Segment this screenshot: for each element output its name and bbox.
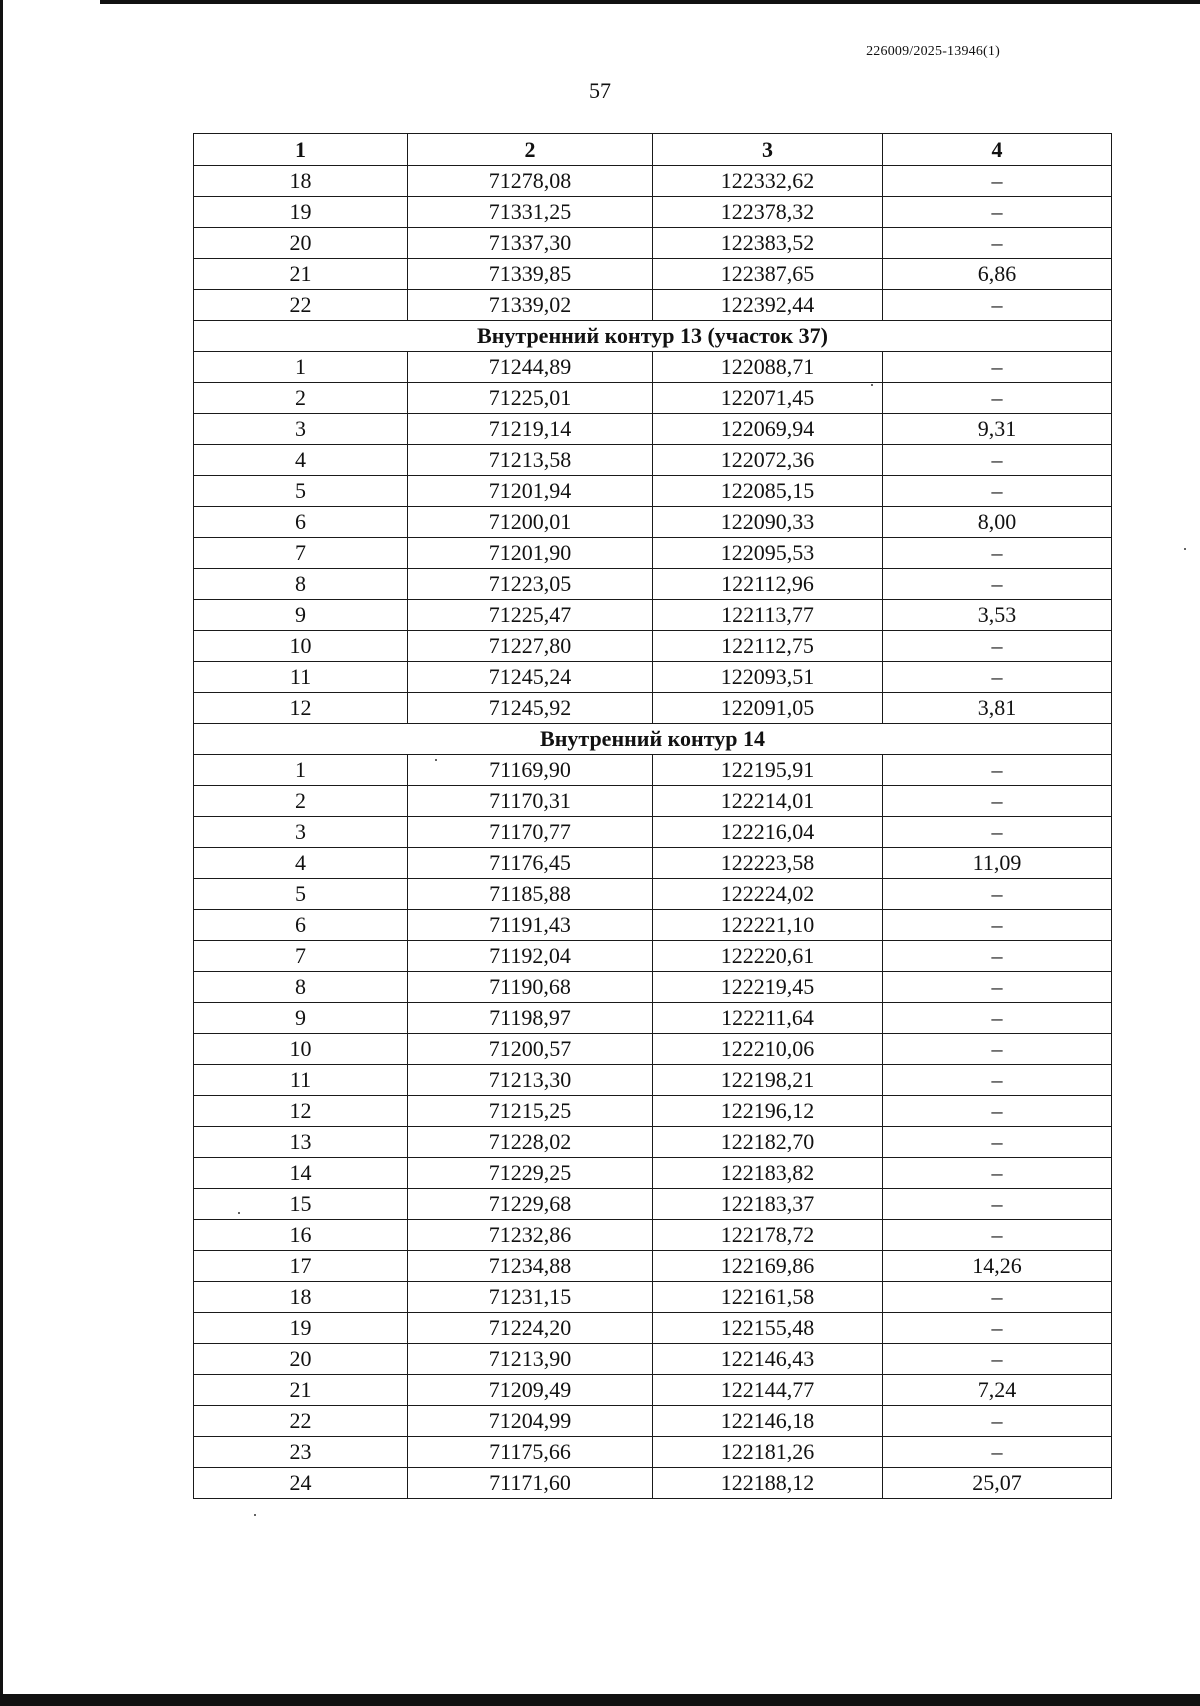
table-row: [194, 1220, 1112, 1251]
distance-cell: –: [883, 879, 1112, 910]
section-title: Внутренний контур 14: [194, 724, 1112, 755]
x-coordinate-cell: 71232,86: [408, 1220, 653, 1251]
x-coordinate-cell: 71219,14: [408, 414, 653, 445]
y-coordinate-cell: 122188,12: [653, 1468, 883, 1499]
point-number-cell: 21: [194, 259, 408, 290]
distance-cell: –: [883, 445, 1112, 476]
x-coordinate-cell: 71225,01: [408, 383, 653, 414]
distance-cell: –: [883, 1437, 1112, 1468]
scan-border-left: [0, 0, 3, 1706]
scan-border-bottom: [0, 1694, 1200, 1706]
point-number-cell: 1: [194, 352, 408, 383]
distance-cell: –: [883, 1158, 1112, 1189]
y-coordinate-cell: 122072,36: [653, 445, 883, 476]
document-reference-number: 226009/2025-13946(1): [866, 44, 1000, 59]
table-row: [194, 1096, 1112, 1127]
table-row: [194, 755, 1112, 786]
x-coordinate-cell: 71190,68: [408, 972, 653, 1003]
point-number-cell: 19: [194, 1313, 408, 1344]
table-row: [194, 1313, 1112, 1344]
table-row: [194, 631, 1112, 662]
x-coordinate-cell: 71223,05: [408, 569, 653, 600]
distance-cell: –: [883, 662, 1112, 693]
x-coordinate-cell: 71245,24: [408, 662, 653, 693]
x-coordinate-cell: 71339,02: [408, 290, 653, 321]
y-coordinate-cell: 122224,02: [653, 879, 883, 910]
distance-cell: 8,00: [883, 507, 1112, 538]
table-row: [194, 507, 1112, 538]
distance-cell: –: [883, 1282, 1112, 1313]
y-coordinate-cell: 122219,45: [653, 972, 883, 1003]
y-coordinate-cell: 122223,58: [653, 848, 883, 879]
x-coordinate-cell: 71278,08: [408, 166, 653, 197]
x-coordinate-cell: 71170,31: [408, 786, 653, 817]
table-row: [194, 941, 1112, 972]
distance-cell: –: [883, 1189, 1112, 1220]
point-number-cell: 3: [194, 414, 408, 445]
table-row: [194, 1003, 1112, 1034]
x-coordinate-cell: 71200,01: [408, 507, 653, 538]
table-row: [194, 910, 1112, 941]
table-row: [194, 1282, 1112, 1313]
scan-speck: [254, 1514, 256, 1516]
point-number-cell: 7: [194, 941, 408, 972]
distance-cell: –: [883, 1127, 1112, 1158]
point-number-cell: 8: [194, 972, 408, 1003]
distance-cell: –: [883, 1096, 1112, 1127]
y-coordinate-cell: 122093,51: [653, 662, 883, 693]
y-coordinate-cell: 122146,18: [653, 1406, 883, 1437]
y-coordinate-cell: 122378,32: [653, 197, 883, 228]
point-number-cell: 24: [194, 1468, 408, 1499]
distance-cell: 14,26: [883, 1251, 1112, 1282]
y-coordinate-cell: 122112,75: [653, 631, 883, 662]
y-coordinate-cell: 122214,01: [653, 786, 883, 817]
x-coordinate-cell: 71228,02: [408, 1127, 653, 1158]
x-coordinate-cell: 71215,25: [408, 1096, 653, 1127]
y-coordinate-cell: 122144,77: [653, 1375, 883, 1406]
x-coordinate-cell: 71204,99: [408, 1406, 653, 1437]
x-coordinate-cell: 71234,88: [408, 1251, 653, 1282]
table-header-row: [194, 134, 1112, 166]
x-coordinate-cell: 71185,88: [408, 879, 653, 910]
point-number-cell: 22: [194, 290, 408, 321]
x-coordinate-cell: 71224,20: [408, 1313, 653, 1344]
x-coordinate-cell: 71169,90: [408, 755, 653, 786]
y-coordinate-cell: 122088,71: [653, 352, 883, 383]
distance-cell: –: [883, 538, 1112, 569]
distance-cell: 7,24: [883, 1375, 1112, 1406]
distance-cell: –: [883, 1313, 1112, 1344]
y-coordinate-cell: 122196,12: [653, 1096, 883, 1127]
distance-cell: –: [883, 755, 1112, 786]
distance-cell: 3,53: [883, 600, 1112, 631]
column-header-4: 4: [883, 134, 1112, 166]
table-row: [194, 662, 1112, 693]
point-number-cell: 4: [194, 848, 408, 879]
table-row: [194, 1189, 1112, 1220]
point-number-cell: 4: [194, 445, 408, 476]
point-number-cell: 13: [194, 1127, 408, 1158]
distance-cell: –: [883, 941, 1112, 972]
x-coordinate-cell: 71339,85: [408, 259, 653, 290]
scan-speck: [871, 384, 873, 386]
scan-speck: [238, 1212, 240, 1214]
point-number-cell: 6: [194, 910, 408, 941]
point-number-cell: 16: [194, 1220, 408, 1251]
table-row: [194, 1034, 1112, 1065]
distance-cell: –: [883, 166, 1112, 197]
x-coordinate-cell: 71245,92: [408, 693, 653, 724]
point-number-cell: 15: [194, 1189, 408, 1220]
y-coordinate-cell: 122069,94: [653, 414, 883, 445]
y-coordinate-cell: 122221,10: [653, 910, 883, 941]
distance-cell: –: [883, 476, 1112, 507]
distance-cell: –: [883, 1034, 1112, 1065]
y-coordinate-cell: 122183,37: [653, 1189, 883, 1220]
x-coordinate-cell: 71225,47: [408, 600, 653, 631]
distance-cell: 25,07: [883, 1468, 1112, 1499]
x-coordinate-cell: 71201,90: [408, 538, 653, 569]
y-coordinate-cell: 122216,04: [653, 817, 883, 848]
point-number-cell: 5: [194, 476, 408, 507]
point-number-cell: 18: [194, 1282, 408, 1313]
coordinates-table: [193, 133, 1112, 1499]
point-number-cell: 8: [194, 569, 408, 600]
x-coordinate-cell: 71175,66: [408, 1437, 653, 1468]
x-coordinate-cell: 71200,57: [408, 1034, 653, 1065]
point-number-cell: 21: [194, 1375, 408, 1406]
table-row: [194, 1406, 1112, 1437]
x-coordinate-cell: 71213,58: [408, 445, 653, 476]
table-row: [194, 1158, 1112, 1189]
table-row: [194, 972, 1112, 1003]
point-number-cell: 1: [194, 755, 408, 786]
point-number-cell: 22: [194, 1406, 408, 1437]
x-coordinate-cell: 71201,94: [408, 476, 653, 507]
y-coordinate-cell: 122146,43: [653, 1344, 883, 1375]
table-row: [194, 228, 1112, 259]
y-coordinate-cell: 122169,86: [653, 1251, 883, 1282]
y-coordinate-cell: 122155,48: [653, 1313, 883, 1344]
y-coordinate-cell: 122161,58: [653, 1282, 883, 1313]
y-coordinate-cell: 122332,62: [653, 166, 883, 197]
table-row: [194, 786, 1112, 817]
x-coordinate-cell: 71244,89: [408, 352, 653, 383]
scan-border-top: [100, 0, 1200, 4]
point-number-cell: 2: [194, 786, 408, 817]
point-number-cell: 3: [194, 817, 408, 848]
table-row: [194, 1375, 1112, 1406]
point-number-cell: 9: [194, 1003, 408, 1034]
point-number-cell: 18: [194, 166, 408, 197]
distance-cell: –: [883, 1065, 1112, 1096]
y-coordinate-cell: 122195,91: [653, 755, 883, 786]
section-header-row: [194, 724, 1112, 755]
x-coordinate-cell: 71213,30: [408, 1065, 653, 1096]
distance-cell: –: [883, 910, 1112, 941]
x-coordinate-cell: 71171,60: [408, 1468, 653, 1499]
distance-cell: –: [883, 569, 1112, 600]
table-row: [194, 414, 1112, 445]
distance-cell: 6,86: [883, 259, 1112, 290]
table-row: [194, 1344, 1112, 1375]
y-coordinate-cell: 122095,53: [653, 538, 883, 569]
table-row: [194, 290, 1112, 321]
y-coordinate-cell: 122383,52: [653, 228, 883, 259]
y-coordinate-cell: 122071,45: [653, 383, 883, 414]
point-number-cell: 10: [194, 1034, 408, 1065]
point-number-cell: 17: [194, 1251, 408, 1282]
x-coordinate-cell: 71231,15: [408, 1282, 653, 1313]
y-coordinate-cell: 122220,61: [653, 941, 883, 972]
table-row: [194, 445, 1112, 476]
distance-cell: –: [883, 1406, 1112, 1437]
table-row: [194, 1251, 1112, 1282]
table-body: [194, 166, 1112, 1499]
column-header-2: 2: [408, 134, 653, 166]
distance-cell: –: [883, 786, 1112, 817]
x-coordinate-cell: 71213,90: [408, 1344, 653, 1375]
point-number-cell: 11: [194, 662, 408, 693]
point-number-cell: 11: [194, 1065, 408, 1096]
table-row: [194, 166, 1112, 197]
point-number-cell: 12: [194, 1096, 408, 1127]
page-number: 57: [589, 78, 611, 103]
point-number-cell: 12: [194, 693, 408, 724]
distance-cell: –: [883, 1220, 1112, 1251]
y-coordinate-cell: 122091,05: [653, 693, 883, 724]
column-header-3: 3: [653, 134, 883, 166]
distance-cell: –: [883, 228, 1112, 259]
x-coordinate-cell: 71331,25: [408, 197, 653, 228]
table-row: [194, 1437, 1112, 1468]
x-coordinate-cell: 71170,77: [408, 817, 653, 848]
x-coordinate-cell: 71229,68: [408, 1189, 653, 1220]
table-row: [194, 1127, 1112, 1158]
table-row: [194, 848, 1112, 879]
x-coordinate-cell: 71198,97: [408, 1003, 653, 1034]
distance-cell: –: [883, 972, 1112, 1003]
y-coordinate-cell: 122181,26: [653, 1437, 883, 1468]
x-coordinate-cell: 71229,25: [408, 1158, 653, 1189]
point-number-cell: 23: [194, 1437, 408, 1468]
scan-speck: [1184, 548, 1186, 550]
distance-cell: –: [883, 290, 1112, 321]
x-coordinate-cell: 71192,04: [408, 941, 653, 972]
section-title: Внутренний контур 13 (участок 37): [194, 321, 1112, 352]
y-coordinate-cell: 122183,82: [653, 1158, 883, 1189]
distance-cell: –: [883, 1344, 1112, 1375]
table-row: [194, 569, 1112, 600]
y-coordinate-cell: 122090,33: [653, 507, 883, 538]
table-row: [194, 1468, 1112, 1499]
distance-cell: 11,09: [883, 848, 1112, 879]
table-row: [194, 476, 1112, 507]
table-row: [194, 352, 1112, 383]
y-coordinate-cell: 122211,64: [653, 1003, 883, 1034]
point-number-cell: 9: [194, 600, 408, 631]
distance-cell: 9,31: [883, 414, 1112, 445]
y-coordinate-cell: 122113,77: [653, 600, 883, 631]
table-row: [194, 538, 1112, 569]
distance-cell: –: [883, 383, 1112, 414]
distance-cell: –: [883, 631, 1112, 662]
y-coordinate-cell: 122182,70: [653, 1127, 883, 1158]
point-number-cell: 2: [194, 383, 408, 414]
y-coordinate-cell: 122210,06: [653, 1034, 883, 1065]
y-coordinate-cell: 122112,96: [653, 569, 883, 600]
y-coordinate-cell: 122392,44: [653, 290, 883, 321]
table-row: [194, 197, 1112, 228]
x-coordinate-cell: 71209,49: [408, 1375, 653, 1406]
distance-cell: –: [883, 352, 1112, 383]
point-number-cell: 14: [194, 1158, 408, 1189]
table-row: [194, 383, 1112, 414]
table-row: [194, 693, 1112, 724]
y-coordinate-cell: 122178,72: [653, 1220, 883, 1251]
distance-cell: –: [883, 1003, 1112, 1034]
distance-cell: –: [883, 197, 1112, 228]
y-coordinate-cell: 122198,21: [653, 1065, 883, 1096]
point-number-cell: 10: [194, 631, 408, 662]
point-number-cell: 19: [194, 197, 408, 228]
x-coordinate-cell: 71227,80: [408, 631, 653, 662]
y-coordinate-cell: 122387,65: [653, 259, 883, 290]
distance-cell: 3,81: [883, 693, 1112, 724]
distance-cell: –: [883, 817, 1112, 848]
table-row: [194, 879, 1112, 910]
point-number-cell: 20: [194, 228, 408, 259]
x-coordinate-cell: 71176,45: [408, 848, 653, 879]
scan-speck: [435, 759, 437, 761]
table-row: [194, 600, 1112, 631]
table-row: [194, 259, 1112, 290]
section-header-row: [194, 321, 1112, 352]
point-number-cell: 20: [194, 1344, 408, 1375]
table-row: [194, 1065, 1112, 1096]
column-header-1: 1: [194, 134, 408, 166]
x-coordinate-cell: 71191,43: [408, 910, 653, 941]
y-coordinate-cell: 122085,15: [653, 476, 883, 507]
point-number-cell: 6: [194, 507, 408, 538]
x-coordinate-cell: 71337,30: [408, 228, 653, 259]
table-row: [194, 817, 1112, 848]
point-number-cell: 7: [194, 538, 408, 569]
point-number-cell: 5: [194, 879, 408, 910]
